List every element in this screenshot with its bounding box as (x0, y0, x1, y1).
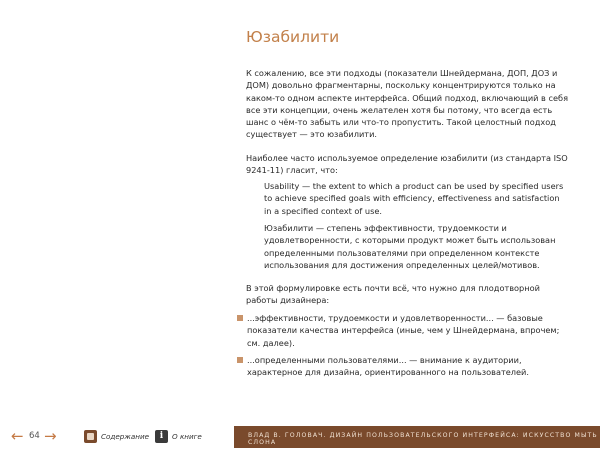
contents-icon-inner (87, 433, 94, 440)
page-number: 64 (29, 431, 40, 441)
page-title: Юзабилити (246, 28, 340, 46)
paragraph-intro (246, 67, 568, 141)
about-book-link[interactable]: О книге (172, 432, 202, 441)
contents-icon[interactable] (84, 430, 97, 443)
book-title: ВЛАД В. ГОЛОВАЧ. ДИЗАЙН ПОЛЬЗОВАТЕЛЬСКОГО ИНТЕРФЕЙСА: ИСКУССТВО МЫТЬ СЛОНА (248, 432, 598, 446)
paragraph-text: В этой формулировке есть почти всё, что нужно для плодотворной работы дизайнера: (246, 283, 540, 306)
quote-russian (264, 222, 568, 271)
list-item-text: ...определенными пользователями... — внимание к аудитории, характерное для дизайна, ориентированного на пользователей. (247, 355, 529, 378)
quote-english (264, 180, 568, 217)
quote-text: Юзабилити — степень эффективности, трудоемкости и удовлетворенности, с которыми продукт может быть использован определенными пользователями при определенном контексте использования для достижения определенных целей/мотивов. (264, 223, 556, 270)
book-title-banner (234, 426, 600, 448)
page-footer (0, 426, 600, 448)
info-icon[interactable]: i (155, 430, 168, 443)
paragraph-text: К сожалению, все эти подходы (показатели Шнейдермана, ДОП, ДОЗ и ДОМ) довольно фрагментарны, поскольку концентрируются только на каком-то одном аспекте интерфейса. Общий подход, включающий в себя все эти концепции, очень желателен хотя бы потому, что всегда есть шанс о чём-то забыть или что-то пропустить. Такой целостный подход существует — это юзабилити. (246, 68, 568, 140)
quote-text: Usability — the extent to which a product can be used by specified users to achieve specified goals with efficiency, effectiveness and satisfaction in a specified context of use. (264, 181, 564, 216)
bullet-square-icon (237, 357, 243, 363)
paragraph-definition-lead (246, 152, 568, 177)
list-item-text: ...эффективности, трудоемкости и удовлетворенности... — базовые показатели качества интерфейса (иные, чем у Шнейдермана, впрочем; см. далее). (247, 313, 560, 348)
next-page-arrow-icon[interactable]: → (44, 427, 57, 445)
paragraph-text: Наиболее часто используемое определение юзабилити (из стандарта ISO 9241-11) гласит, что: (246, 153, 568, 176)
bullet-square-icon (237, 315, 243, 321)
prev-page-arrow-icon[interactable]: ← (11, 427, 24, 445)
paragraph-formulation (246, 282, 568, 307)
contents-link[interactable]: Содержание (101, 432, 150, 441)
